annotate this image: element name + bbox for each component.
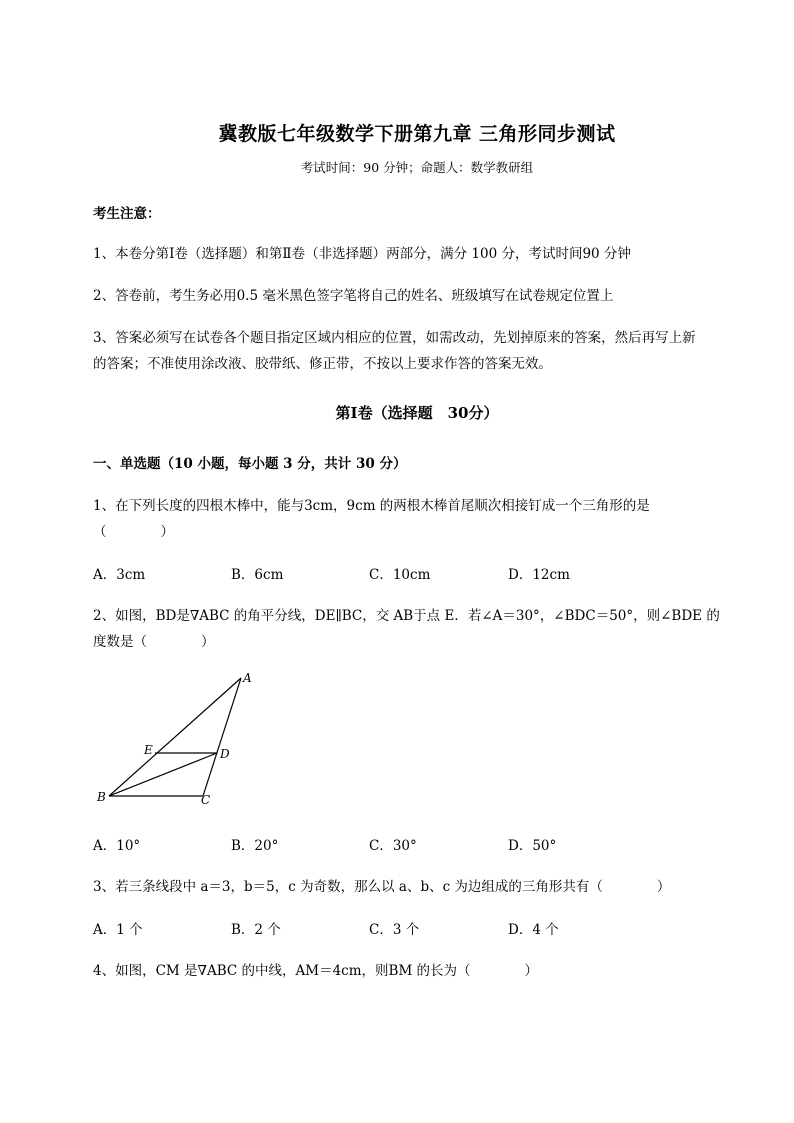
vertex-label-a: A	[243, 671, 252, 685]
exam-subtitle: 考试时间：90 分钟；命题人：数学教研组	[300, 160, 534, 175]
question-3-option-a[interactable]: A．1 个	[93, 922, 143, 938]
exam-title: 冀教版七年级数学下册第九章 三角形同步测试	[218, 123, 616, 145]
question-1-stem: 1、在下列长度的四根木棒中，能与3cm，9cm 的两根木棒首尾顺次相接钉成一个三角形的是	[93, 498, 650, 514]
question-2-option-c[interactable]: C．30°	[369, 838, 417, 854]
question-2-stem: 2、如图，BD是∇ABC 的角平分线，DE∥BC，交 AB于点 E．若∠A＝30°，∠BDC＝50°，则∠BDE 的	[93, 608, 720, 624]
notice-item-1: 1、本卷分第Ⅰ卷（选择题）和第Ⅱ卷（非选择题）两部分，满分 100 分，考试时间90 分钟	[93, 246, 631, 262]
vertex-label-e: E	[144, 743, 153, 757]
question-4-stem: 4、如图，CM 是∇ABC 的中线，AM＝4cm，则BM 的长为（ ）	[93, 963, 539, 979]
question-3-option-c[interactable]: C．3 个	[369, 922, 420, 938]
question-1-option-d[interactable]: D．12cm	[508, 567, 570, 583]
question-3-option-d[interactable]: D．4 个	[508, 922, 559, 938]
notice-item-3-continued: 的答案；不准使用涂改液、胶带纸、修正带，不按以上要求作答的答案无效。	[93, 356, 552, 372]
question-1-blank: （ ）	[93, 524, 174, 540]
question-3-option-b[interactable]: B．2 个	[231, 922, 281, 938]
vertex-label-d: D	[220, 747, 230, 761]
question-1-option-a[interactable]: A．3cm	[93, 567, 146, 583]
section-title: 第Ⅰ卷（选择题 30分）	[335, 404, 499, 422]
question-1-option-c[interactable]: C．10cm	[369, 567, 431, 583]
notice-item-2: 2、答卷前，考生务必用0.5 毫米黑色签字笔将自己的姓名、班级填写在试卷规定位置上	[93, 288, 614, 304]
question-2-stem-continued: 度数是（ ）	[93, 634, 215, 650]
question-1-option-b[interactable]: B．6cm	[231, 567, 284, 583]
segment-bd	[109, 753, 217, 796]
triangle-figure	[90, 668, 270, 810]
question-2-option-b[interactable]: B．20°	[231, 838, 279, 854]
question-2-option-a[interactable]: A．10°	[93, 838, 141, 854]
segment-ba	[109, 678, 241, 796]
question-2-option-d[interactable]: D．50°	[508, 838, 557, 854]
vertex-label-b: B	[97, 790, 106, 804]
part-heading: 一、单选题（10 小题，每小题 3 分，共计 30 分）	[93, 456, 407, 472]
vertex-label-c: C	[201, 793, 211, 807]
question-3-stem: 3、若三条线段中 a＝3，b＝5，c 为奇数，那么以 a、b、c 为边组成的三角形共有（ ）	[93, 879, 671, 895]
notice-item-3: 3、答案必须写在试卷各个题目指定区域内相应的位置，如需改动，先划掉原来的答案，然后再写上新	[93, 330, 696, 346]
notice-heading: 考生注意：	[93, 206, 161, 222]
